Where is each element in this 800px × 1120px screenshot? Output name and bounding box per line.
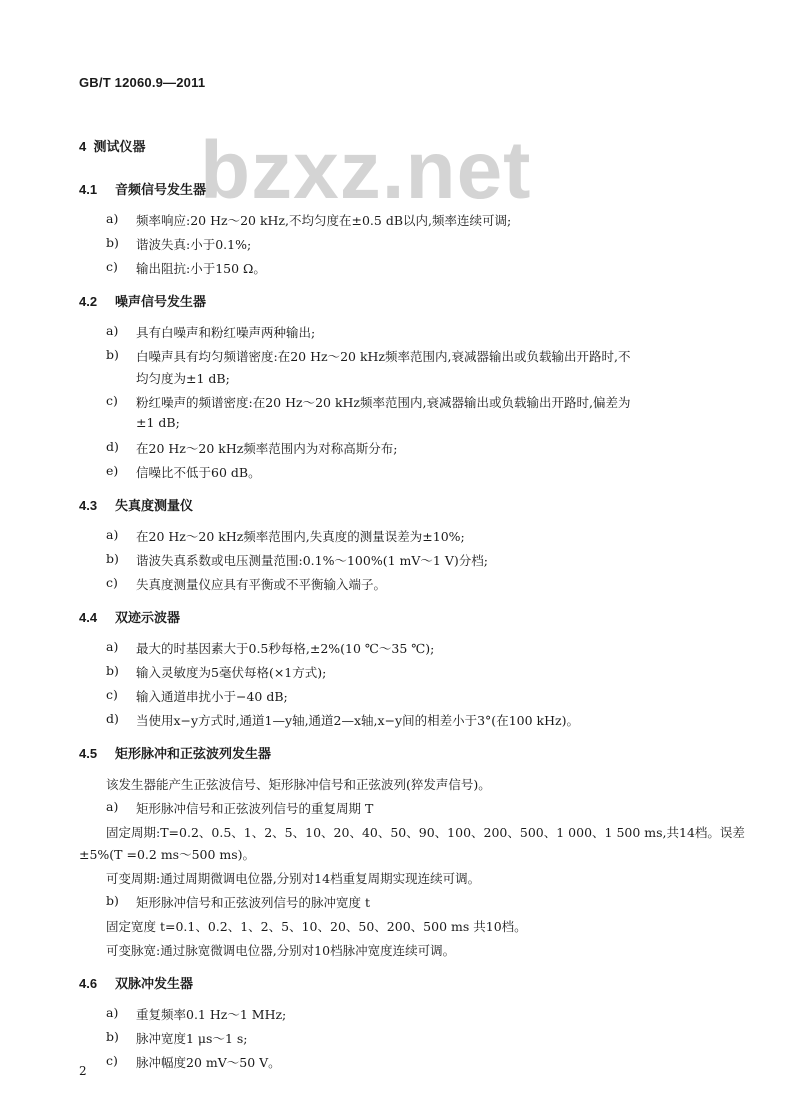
item-label: c)	[106, 259, 118, 274]
item-label: c)	[106, 393, 118, 408]
section-heading-4-2: 4.2 噪声信号发生器	[79, 294, 207, 309]
item-text: 矩形脉冲信号和正弦波列信号的重复周期 T	[136, 801, 374, 816]
item-label: b)	[106, 551, 119, 566]
section-heading-4-4: 4.4 双迹示波器	[79, 610, 181, 625]
item-text: 具有白噪声和粉红噪声两种输出;	[136, 325, 316, 340]
item-text: 在20 Hz～20 kHz频率范围内为对称高斯分布;	[136, 441, 398, 456]
paragraph-continued: ±5%(T =0.2 ms～500 ms)。	[79, 847, 256, 862]
item-text: 当使用x−y方式时,通道1—y轴,通道2—x轴,x−y间的相差小于3°(在100 kHz)。	[136, 713, 579, 728]
paragraph: 固定周期:T=0.2、0.5、1、2、5、10、20、40、50、90、100、200、500、1 000、1 500 ms,共14档。误差	[106, 825, 745, 840]
item-text: 信噪比不低于60 dB。	[136, 465, 261, 480]
item-text: 在20 Hz～20 kHz频率范围内,失真度的测量误差为±10%;	[136, 529, 465, 544]
paragraph: 该发生器能产生正弦波信号、矩形脉冲信号和正弦波列(猝发声信号)。	[106, 777, 491, 792]
item-text: 输入灵敏度为5毫伏每格(×1方式);	[136, 665, 327, 680]
item-text: 矩形脉冲信号和正弦波列信号的脉冲宽度 t	[136, 895, 370, 910]
item-label: a)	[106, 323, 119, 338]
item-text: 失真度测量仪应具有平衡或不平衡输入端子。	[136, 577, 387, 592]
item-label: c)	[106, 575, 118, 590]
item-label: a)	[106, 639, 119, 654]
item-label: d)	[106, 711, 119, 726]
item-text: 重复频率0.1 Hz～1 MHz;	[136, 1007, 287, 1022]
paragraph: 可变周期:通过周期微调电位器,分别对14档重复周期实现连续可调。	[106, 871, 481, 886]
page-number: 2	[79, 1064, 87, 1078]
item-text: 粉红噪声的频谱密度:在20 Hz～20 kHz频率范围内,衰减器输出或负载输出开路时,偏差为	[136, 395, 631, 410]
item-label: b)	[106, 663, 119, 678]
item-label: d)	[106, 439, 119, 454]
section-heading-4-5: 4.5 矩形脉冲和正弦波列发生器	[79, 746, 272, 761]
item-text: 白噪声具有均匀频谱密度:在20 Hz～20 kHz频率范围内,衰减器输出或负载输出开路时,不	[136, 349, 631, 364]
chapter-title-text: 测试仪器	[93, 139, 146, 154]
item-text: 脉冲幅度20 mV～50 V。	[136, 1055, 281, 1070]
item-label: a)	[106, 1005, 119, 1020]
item-text: 最大的时基因素大于0.5秒每格,±2%(10 ℃～35 ℃);	[136, 641, 435, 656]
paragraph: 可变脉宽:通过脉宽微调电位器,分别对10档脉冲宽度连续可调。	[106, 943, 456, 958]
paragraph: 固定宽度 t=0.1、0.2、1、2、5、10、20、50、200、500 ms 共10档。	[106, 919, 527, 934]
item-label: b)	[106, 347, 119, 362]
standard-code: GB/T 12060.9—2011	[79, 75, 206, 90]
watermark: bzxz.net	[200, 125, 532, 216]
item-text-continued: 均匀度为±1 dB;	[136, 371, 230, 386]
item-label: b)	[106, 235, 119, 250]
chapter-number: 4	[79, 139, 87, 154]
chapter-title	[79, 136, 145, 155]
item-label: a)	[106, 211, 119, 226]
item-text: 谐波失真系数或电压测量范围:0.1%～100%(1 mV～1 V)分档;	[136, 553, 488, 568]
item-text: 谐波失真:小于0.1%;	[136, 237, 252, 252]
item-text: 脉冲宽度1 μs～1 s;	[136, 1031, 248, 1046]
item-label: c)	[106, 1053, 118, 1068]
section-heading-4-3: 4.3 失真度测量仪	[79, 498, 194, 513]
item-label: e)	[106, 463, 119, 478]
item-text-continued: ±1 dB;	[136, 415, 180, 430]
item-label: c)	[106, 687, 118, 702]
item-text: 输入通道串扰小于−40 dB;	[136, 689, 288, 704]
item-label: b)	[106, 893, 119, 908]
item-text: 频率响应:20 Hz～20 kHz,不均匀度在±0.5 dB以内,频率连续可调;	[136, 213, 512, 228]
item-text: 输出阻抗:小于150 Ω。	[136, 261, 266, 276]
item-label: a)	[106, 799, 119, 814]
section-heading-4-1: 4.1 音频信号发生器	[79, 182, 207, 197]
section-heading-4-6: 4.6 双脉冲发生器	[79, 976, 194, 991]
item-label: a)	[106, 527, 119, 542]
item-label: b)	[106, 1029, 119, 1044]
